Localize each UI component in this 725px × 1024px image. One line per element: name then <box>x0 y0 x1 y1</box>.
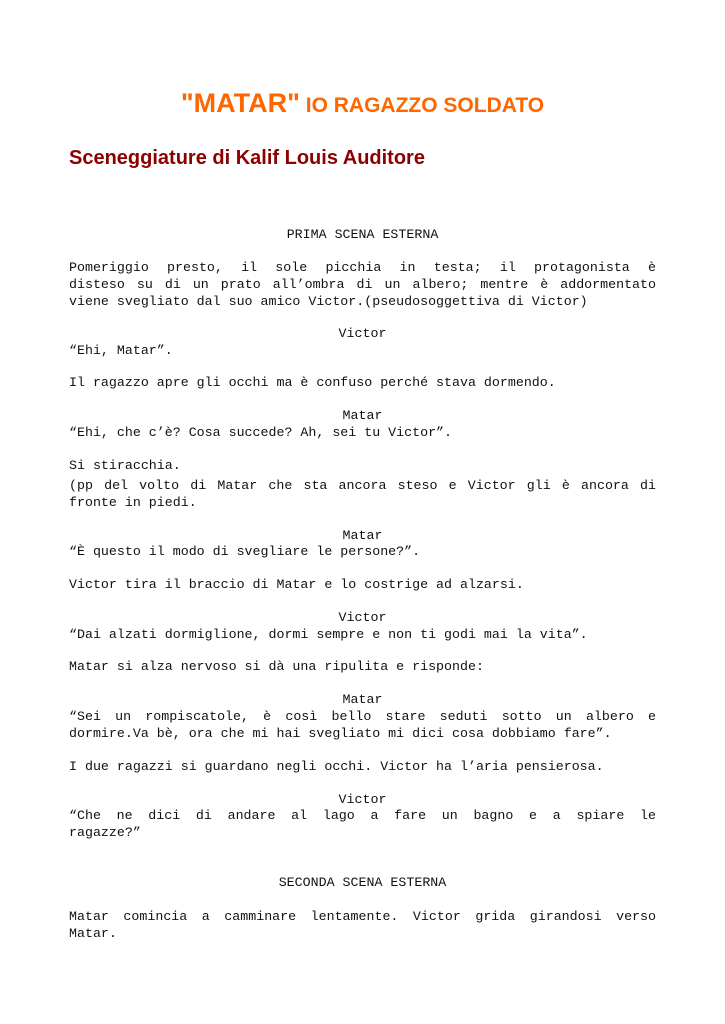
character-name: Matar <box>342 692 383 707</box>
action-line: Victor tira il braccio di Matar e lo costrige ad alzarsi. <box>69 577 524 592</box>
action-line: Matar si alza nervoso si dà una ripulita e risponde: <box>69 659 484 674</box>
dialogue-line: “Ehi, che c’è? Cosa succede? Ah, sei tu Victor”. <box>69 425 453 440</box>
document-subtitle: Sceneggiature di Kalif Louis Auditore <box>69 147 425 169</box>
dialogue-line: “Ehi, Matar”. <box>69 343 173 358</box>
action-line: Il ragazzo apre gli occhi ma è confuso perché stava dormendo. <box>69 375 556 390</box>
action-line: Pomeriggio presto, il sole picchia in testa; il protagonista è <box>69 260 656 275</box>
action-line: (pp del volto di Matar che sta ancora steso e Victor gli è ancora di <box>69 478 656 493</box>
character-name: Victor <box>338 610 387 625</box>
character-name: Victor <box>338 326 387 341</box>
title-rest: IO RAGAZZO SOLDATO <box>299 94 545 117</box>
character-name: Matar <box>342 528 383 543</box>
document-title <box>0 88 725 119</box>
dialogue-line: ragazze?” <box>69 825 141 840</box>
title-main: "MATAR" <box>180 88 300 118</box>
character-name: Victor <box>338 792 387 807</box>
scene-heading-1: PRIMA SCENA ESTERNA <box>286 227 439 242</box>
dialogue-line: “È questo il modo di svegliare le persone?”. <box>69 544 421 559</box>
dialogue-line: “Che ne dici di andare al lago a fare un bagno e a spiare le <box>69 808 656 823</box>
action-line: I due ragazzi si guardano negli occhi. Victor ha l’aria pensierosa. <box>69 759 604 774</box>
dialogue-line: “Dai alzati dormiglione, dormi sempre e non ti godi mai la vita”. <box>69 627 588 642</box>
action-line: Matar comincia a camminare lentamente. Victor grida girandosi verso <box>69 909 656 924</box>
dialogue-line: “Sei un rompiscatole, è così bello stare seduti sotto un albero e <box>69 709 656 724</box>
dialogue-line: dormire.Va bè, ora che mi hai svegliato mi dici cosa dobbiamo fare”. <box>69 726 612 741</box>
action-line: disteso su di un prato all’ombra di un albero; mentre è addormentato <box>69 277 656 292</box>
action-line: fronte in piedi. <box>69 495 197 510</box>
character-name: Matar <box>342 408 383 423</box>
action-line: Matar. <box>69 926 117 941</box>
scene-heading-2: SECONDA SCENA ESTERNA <box>278 875 447 890</box>
action-line: viene svegliato dal suo amico Victor.(pseudosoggettiva di Victor) <box>69 294 588 309</box>
action-line: Si stiracchia. <box>69 458 181 473</box>
